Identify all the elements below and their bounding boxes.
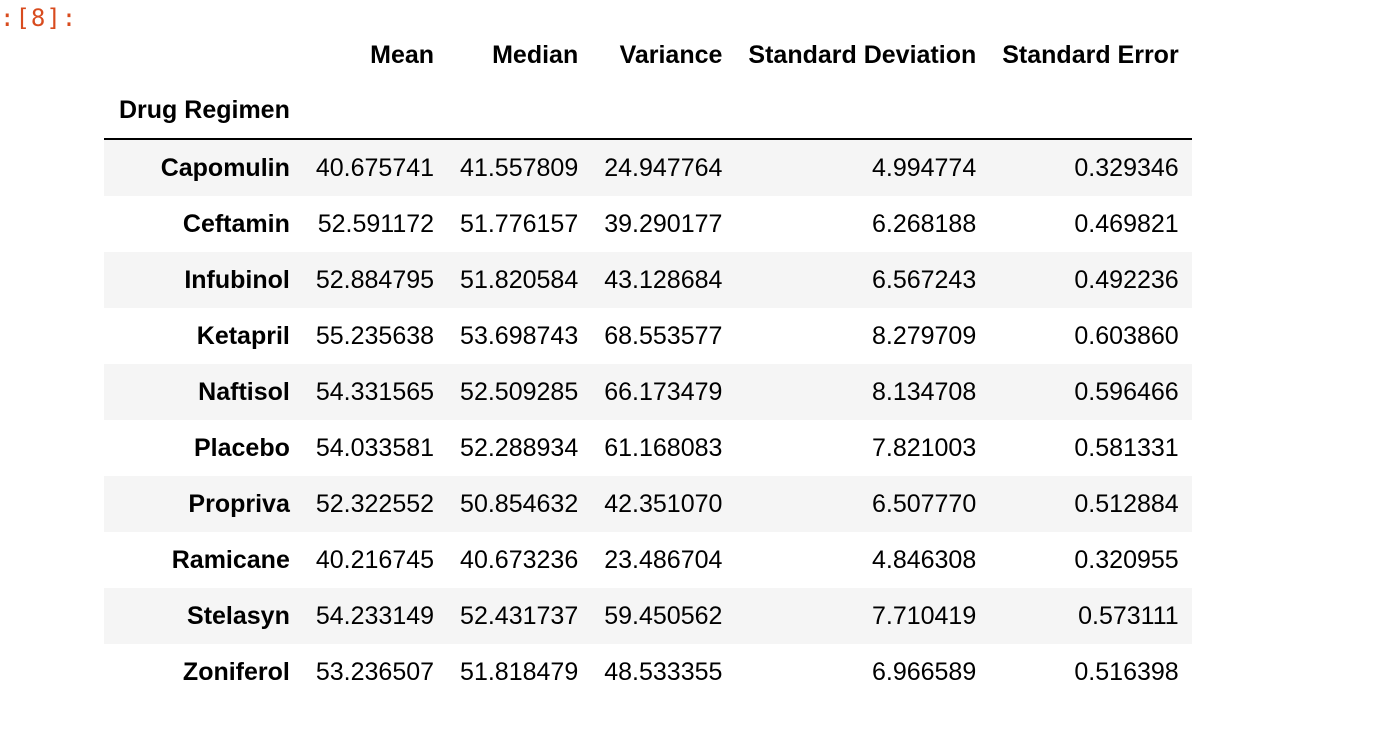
- cell-mean: 53.236507: [315, 657, 435, 686]
- cell-median: 51.818479: [460, 657, 579, 686]
- cell-standard-deviation: 8.279709: [871, 321, 977, 350]
- cell-mean: 52.322552: [315, 489, 435, 518]
- row-index-label: Ramicane: [171, 545, 290, 574]
- cell-median: 52.509285: [460, 377, 579, 406]
- cell-standard-error: 0.573111: [1078, 601, 1179, 630]
- row-index-label: Infubinol: [184, 265, 290, 294]
- cell-mean: 52.884795: [315, 265, 435, 294]
- cell-standard-error: 0.516398: [1074, 657, 1179, 686]
- column-header-standard-deviation: Standard Deviation: [748, 40, 977, 69]
- cell-variance: 42.351070: [604, 489, 723, 518]
- row-index-label: Ketapril: [196, 321, 290, 350]
- row-index-label: Naftisol: [198, 377, 290, 406]
- cell-standard-error: 0.581331: [1074, 433, 1179, 462]
- cell-mean: 54.033581: [315, 433, 435, 462]
- column-header-median: Median: [492, 40, 579, 69]
- cell-mean: 55.235638: [315, 321, 435, 350]
- cell-variance: 23.486704: [604, 545, 723, 574]
- cell-mean: 40.216745: [315, 545, 435, 574]
- cell-median: 41.557809: [460, 153, 579, 182]
- row-index-label: Propriva: [188, 489, 290, 518]
- cell-standard-deviation: 8.134708: [871, 377, 977, 406]
- table-row: [104, 196, 1192, 252]
- table-row: [104, 139, 1192, 196]
- column-header-mean: Mean: [370, 40, 435, 69]
- cell-standard-error: 0.320955: [1074, 545, 1179, 574]
- cell-median: 52.431737: [460, 601, 579, 630]
- cell-standard-error: 0.603860: [1074, 321, 1179, 350]
- index-name: Drug Regimen: [104, 83, 303, 139]
- table-row: [104, 364, 1192, 420]
- table-body: [104, 139, 1192, 700]
- table-row: [104, 420, 1192, 476]
- cell-variance: 66.173479: [604, 377, 723, 406]
- cell-mean: 52.591172: [317, 209, 435, 238]
- cell-standard-deviation: 6.567243: [871, 265, 977, 294]
- cell-standard-deviation: 7.821003: [871, 433, 977, 462]
- table-row: [104, 308, 1192, 364]
- cell-mean: 40.675741: [315, 153, 435, 182]
- cell-standard-error: 0.469821: [1074, 209, 1179, 238]
- cell-median: 52.288934: [460, 433, 579, 462]
- cell-standard-deviation: 4.994774: [871, 153, 977, 182]
- table-row: [104, 252, 1192, 308]
- cell-standard-deviation: 6.507770: [871, 489, 977, 518]
- cell-median: 40.673236: [460, 545, 579, 574]
- cell-standard-error: 0.512884: [1074, 489, 1179, 518]
- row-index-label: Placebo: [193, 433, 290, 462]
- cell-variance: 68.553577: [604, 321, 723, 350]
- cell-variance: 59.450562: [604, 601, 723, 630]
- cell-standard-deviation: 6.966589: [871, 657, 977, 686]
- cell-mean: 54.233149: [315, 601, 435, 630]
- table-row: [104, 588, 1192, 644]
- cell-variance: 39.290177: [604, 209, 723, 238]
- dataframe-table: [104, 27, 1192, 700]
- row-index-label: Capomulin: [160, 153, 290, 182]
- index-header-row: [104, 83, 1192, 139]
- table-row: [104, 532, 1192, 588]
- cell-median: 51.820584: [460, 265, 579, 294]
- cell-standard-error: 0.492236: [1074, 265, 1179, 294]
- row-index-label: Stelasyn: [187, 601, 290, 630]
- cell-standard-error: 0.596466: [1074, 377, 1179, 406]
- table-row: [104, 476, 1192, 532]
- cell-mean: 54.331565: [315, 377, 435, 406]
- row-index-label: Zoniferol: [182, 657, 290, 686]
- table-header: [104, 27, 1192, 139]
- cell-variance: 24.947764: [604, 153, 723, 182]
- table-row: [104, 644, 1192, 700]
- cell-standard-error: 0.329346: [1074, 153, 1179, 182]
- cell-median: 51.776157: [460, 209, 579, 238]
- output-prompt: :[8]:: [0, 4, 78, 32]
- cell-variance: 48.533355: [604, 657, 723, 686]
- column-header-row: [104, 27, 1192, 83]
- cell-variance: 43.128684: [604, 265, 723, 294]
- cell-median: 53.698743: [460, 321, 579, 350]
- header-blank: [104, 27, 303, 83]
- cell-standard-deviation: 6.268188: [871, 209, 977, 238]
- cell-median: 50.854632: [460, 489, 579, 518]
- row-index-label: Ceftamin: [182, 209, 290, 238]
- column-header-variance: Variance: [619, 40, 723, 69]
- cell-variance: 61.168083: [604, 433, 723, 462]
- column-header-standard-error: Standard Error: [1002, 40, 1179, 69]
- cell-standard-deviation: 4.846308: [871, 545, 977, 574]
- cell-standard-deviation: 7.710419: [871, 601, 977, 630]
